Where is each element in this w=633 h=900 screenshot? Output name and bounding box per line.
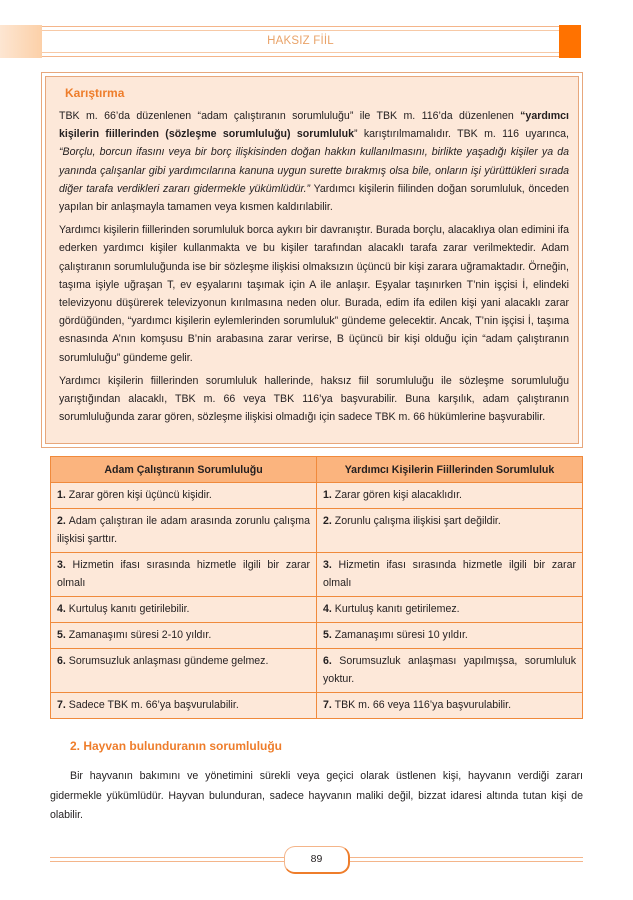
table-cell <box>51 509 317 553</box>
text-run: TBK m. 66’da düzenlenen “adam çalıştıranın sorumluluğu” ile TBK m. 116’da düzenlenen <box>59 110 521 122</box>
law-quote: “Borçlu, borcun ifasını veya bir borç ilişkisinden doğan hakkın kullanılmasını, birlikte yaşadığı kişiler ya da yanında çalışanlar gibi yardımcılarına kanuna uygun surette bırakmış olsa bile, onların işi yürüttükleri sırada diğer tarafa verdikleri zararı gidermekle yükümlüdür.” <box>59 146 569 195</box>
cell-text: Zarar gören kişi üçüncü kişidir. <box>65 489 212 501</box>
comparison-table <box>50 456 583 719</box>
page-number: 89 <box>284 846 350 874</box>
table-cell <box>317 553 583 597</box>
bold-term: “yardımcı kişilerin fiillerinden (sözleşme sorumluluğu) sorumluluk <box>59 110 569 141</box>
item-number: 4. <box>57 603 66 615</box>
section-body: Bir hayvanın bakımını ve yönetimini sürekli veya geçici olarak üstlenen kişi, hayvanın verdiği zararı gidermekle yükümlüdür. Hayvan bulunduran, sadece hayvanın maliki değil, bizzat idaresi altında tutan kişi de olabilir. <box>50 770 583 821</box>
cell-text: Zarar gören kişi alacaklıdır. <box>331 489 462 501</box>
text-run: Yardımcı kişilerin fiilinden doğan sorumluluk, önceden yapılan bir anlaşmayla tamamen veya kısmen kaldırılabilir. <box>59 182 569 214</box>
cell-text: Sadece TBK m. 66’ya başvurulabilir. <box>65 699 239 711</box>
callout-paragraph-3: Yardımcı kişilerin fiillerinden sorumluluk hallerinde, haksız fiil sorumluluğu ile sözleşme sorumluluğu yarıştığından alacaklı, TBK m. 66 veya TBK 116’ya başvurabilir. Buna karşılık, adam çalıştıranın sorumluluğunda zarar gören, sözleşme ilişkisi olmadığı için sadece TBK m. 66 hükümlerine başvurabilir. <box>59 374 569 424</box>
table-cell <box>51 623 317 649</box>
cell-text: TBK m. 66 veya 116’ya başvurulabilir. <box>331 699 512 711</box>
table-cell <box>51 553 317 597</box>
cell-text: Sorumsuzluk anlaşması gündeme gelmez. <box>65 655 269 667</box>
item-number: 1. <box>57 489 66 501</box>
cell-text: Kurtuluş kanıtı getirilebilir. <box>65 603 190 615</box>
item-number: 7. <box>57 699 66 711</box>
cell-text: Hizmetin ifası sırasında hizmetle ilgili bir zarar olmalı <box>57 559 310 589</box>
callout-paragraph-1 <box>59 107 569 216</box>
cell-text: Kurtuluş kanıtı getirilemez. <box>331 603 460 615</box>
header-accent-block <box>559 25 581 58</box>
callout-paragraph-2: Yardımcı kişilerin fiillerinden sorumluluk borca aykırı bir davranıştır. Burada borçlu, alacaklıya olan edimini ifa ederken yardımcı kişiler kullanmakta ve bu kişiler tarafından alacaklı tarafa zarar verilmektedir. Adam çalıştıranın sorumluluğunda ise bir sözleşme ilişkisi olmaksızın üçüncü bir kişi zarara uğramaktadır. Örneğin, taşıma işiyle uğraşan T, ev eşyalarını taşımak için A ile anlaşır. Eşyalar taşınırken T’nin işçisi İ, elindeki televizyonu düşürerek televizyonun kırılmasına neden olur. Burada, edim ifa edilen kişi yani alacaklı zarar gördüğünden, “yardımcı kişilerin eylemlerinden sorumluluk” gündeme gelecektir. Ancak, T’nin işçisi İ, taşıma esnasında A’nın komşusu B’nin arabasına zarar verirse, B üçüncü bir kişi olduğu için “adam çalıştıranın sorumluluğu” gündeme gelir. <box>59 224 569 364</box>
table-cell <box>317 483 583 509</box>
cell-text: Zamanaşımı süresi 10 yıldır. <box>331 629 468 641</box>
item-number: 5. <box>57 629 66 641</box>
table-cell <box>317 597 583 623</box>
table-cell <box>317 623 583 649</box>
item-number: 1. <box>323 489 332 501</box>
item-number: 3. <box>57 559 66 571</box>
text-run: ” karıştırılmamalıdır. TBK m. 116 uyarınca, <box>353 128 569 141</box>
callout-inner <box>45 76 579 444</box>
item-number: 3. <box>323 559 332 571</box>
table-row <box>51 623 583 649</box>
item-number: 2. <box>57 515 66 527</box>
item-number: 6. <box>323 655 332 667</box>
cell-text: Zorunlu çalışma ilişkisi şart değildir. <box>331 515 501 527</box>
table-cell <box>51 597 317 623</box>
table-row <box>51 693 583 719</box>
item-number: 5. <box>323 629 332 641</box>
table-cell <box>51 649 317 693</box>
cell-text: Sorumsuzluk anlaşması yapılmışsa, sorumluluk yoktur. <box>323 655 576 685</box>
chapter-title: HAKSIZ FİİL <box>267 35 334 47</box>
table-cell <box>317 509 583 553</box>
item-number: 6. <box>57 655 66 667</box>
column-header-auxiliary: Yardımcı Kişilerin Fiillerinden Sorumluluk <box>317 457 583 483</box>
item-number: 7. <box>323 699 332 711</box>
table-cell <box>317 693 583 719</box>
table-header-row <box>51 457 583 483</box>
table-row <box>51 553 583 597</box>
callout-box <box>41 72 583 448</box>
column-header-employer: Adam Çalıştıranın Sorumluluğu <box>51 457 317 483</box>
footer-rule-right <box>350 857 583 862</box>
table-cell <box>51 693 317 719</box>
table-cell <box>317 649 583 693</box>
table-row <box>51 649 583 693</box>
table-row <box>51 483 583 509</box>
table-row <box>51 597 583 623</box>
header-left-tab <box>0 25 42 58</box>
cell-text: Zamanaşımı süresi 2-10 yıldır. <box>65 629 212 641</box>
table-cell <box>51 483 317 509</box>
section-heading: 2. Hayvan bulunduranın sorumluluğu <box>70 739 283 753</box>
cell-text: Hizmetin ifası sırasında hizmetle ilgili bir zarar olmalı <box>323 559 576 589</box>
callout-title: Karıştırma <box>65 86 125 100</box>
cell-text: Adam çalıştıran ile adam arasında zorunlu çalışma ilişkisi şarttır. <box>57 515 310 545</box>
table-row <box>51 509 583 553</box>
item-number: 2. <box>323 515 332 527</box>
footer-rule-left <box>50 857 286 862</box>
item-number: 4. <box>323 603 332 615</box>
